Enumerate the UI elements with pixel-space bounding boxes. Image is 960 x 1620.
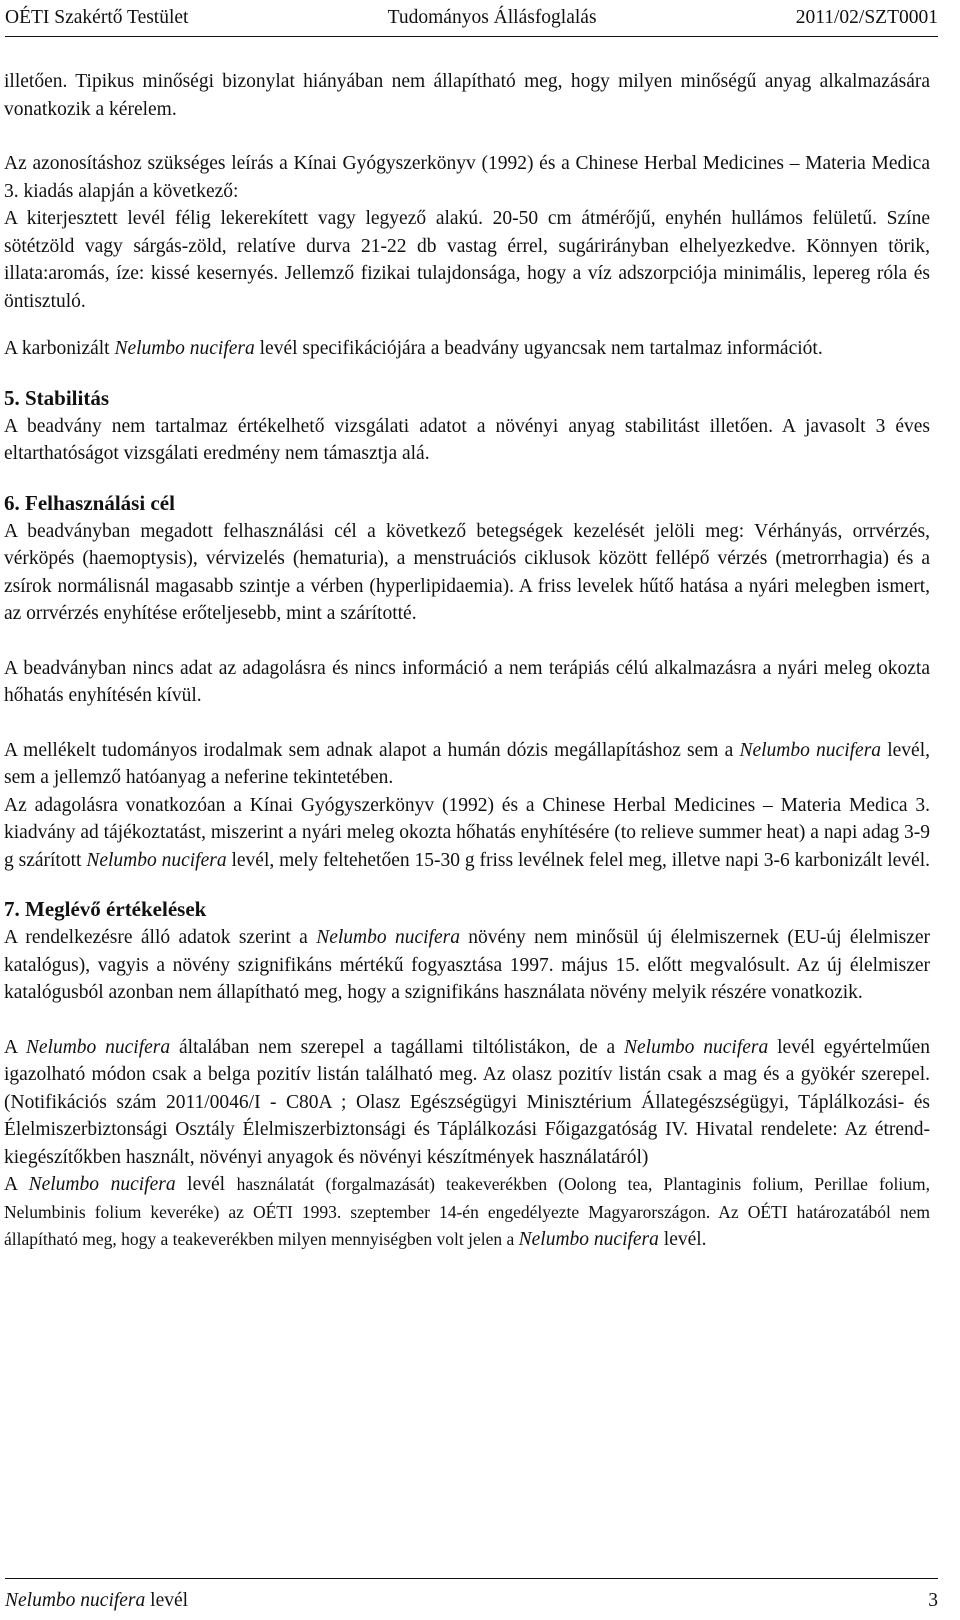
section-5-heading: 5. Stabilitás bbox=[4, 385, 110, 410]
document-body bbox=[4, 68, 930, 1254]
species-name: Nelumbo nucifera bbox=[25, 1036, 171, 1058]
species-name: Nelumbo nucifera bbox=[624, 1036, 769, 1058]
species-name: Nelumbo nucifera bbox=[114, 338, 255, 359]
paragraph-quality: illetően. Tipikus minőségi bizonylat hiányában nem állapítható meg, hogy milyen minőségű anyag alkalmazására vonatkozik a kérelem. bbox=[4, 71, 930, 120]
species-name: Nelumbo nucifera bbox=[316, 927, 460, 948]
paragraph-carbonized-leaf: A karbonizált Nelumbo nucifera levél specifikációjára a beadvány ugyancsak nem tartalmaz információt. bbox=[4, 338, 823, 359]
footer-title: Nelumbo nucifera levél bbox=[5, 1590, 189, 1611]
species-name: Nelumbo nucifera bbox=[739, 739, 882, 761]
paragraph-identification: Az azonosításhoz szükséges leírás a Kínai Gyógyszerkönyv (1992) és a Chinese Herbal Medicines – Materia Medica 3. kiadás alapján a következő: bbox=[4, 153, 930, 202]
section-7-paragraph-1: A rendelkezésre álló adatok szerint a Nelumbo nucifera növény nem minősül új élelmiszernek (EU-új élelmiszer katalógus), vagyis a növény szignifikáns mértékű fogyasztása 1997. május 15. előtt megvalósult. Az új élelmiszer katalógusból azonban nem állapítható meg, hogy a szignifikáns használata növény melyik részére vonatkozik. bbox=[4, 927, 930, 1003]
section-6-paragraph-3: A mellékelt tudományos irodalmak sem adnak alapot a humán dózis megállapításhoz sem a Nelumbo nucifera levél, sem a jellemző hatóanyag a neferine tekintetében. bbox=[4, 739, 930, 788]
page-footer bbox=[5, 1578, 938, 1613]
section-7-heading: 7. Meglévő értékelések bbox=[4, 897, 207, 921]
section-6-paragraph-2: A beadványban nincs adat az adagolásra és nincs információ a nem terápiás célú alkalmazásra a nyári meleg okozta hőhatás enyhítésén kívül. bbox=[4, 657, 930, 706]
section-6-paragraph-1: A beadványban megadott felhasználási cél a következő betegségek kezelését jelöli meg: Vérhányás, orrvérzés, vérköpés (haemoptysis), vérvizelés (hematuria), a menstruációs ciklusok között fellépő vérzés (metrorrhagia) és a zsírok normálisnál magasabb szintje a vérben (hyperlipidaemia). A friss levelek hűtő hatása a nyári melegben ismert, az orrvérzés enyhítése erőteljesebb, mint a szárítotté. bbox=[4, 520, 930, 624]
section-7-paragraph-2: A Nelumbo nucifera általában nem szerepel a tagállami tiltólistákon, de a Nelumbo nucifera levél egyértelműen igazolható módon csak a belga pozitív listán található meg. Az olasz pozitív listán csak a mag és a gyökér szerepel. (Notifikációs szám 2011/0046/I - C80A ; Olasz Egészségügyi Minisztérium Állategészségügyi, Táplálkozási- és Élelmiszerbiztonsági Osztály Élelmiszerbiztonsági és Táplálkozási Főigazgatóság IV. Hivatal rendelete: Az étrend-kiegészítőkben használt, növényi anyagok és növényi készítmények használatáról) bbox=[4, 1036, 930, 1168]
section-6-paragraph-4: Az adagolásra vonatkozóan a Kínai Gyógyszerkönyv (1992) és a Chinese Herbal Medicines – Materia Medica 3. kiadvány ad tájékoztatást, miszerint a nyári meleg okozta hőhatás enyhítésére (to relieve summer heat) a napi adag 3-9 g szárított Nelumbo nucifera levél, mely feltehetően 15-30 g friss levélnek felel meg, illetve napi 3-6 karbonizált levél. bbox=[4, 794, 930, 871]
species-name: Nelumbo nucifera bbox=[28, 1174, 176, 1195]
section-7-paragraph-3: A Nelumbo nucifera levél használatát (forgalmazását) teakeverékben (Oolong tea, Plantaginis folium, Perillae folium, Nelumbinis folium keveréke) az OÉTI 1993. szeptember 14-én engedélyezte Magyarországon. Az OÉTI határozatából nem állapítható meg, hogy a teakeverékben milyen mennyiségben volt jelen a Nelumbo nucifera levél. bbox=[4, 1174, 930, 1250]
header-organization: OÉTI Szakértő Testület bbox=[5, 7, 189, 28]
species-name: Nelumbo nucifera bbox=[518, 1229, 659, 1250]
header-document-number: 2011/02/SZT0001 bbox=[795, 7, 938, 28]
page-number: 3 bbox=[928, 1590, 938, 1611]
section-5-text: A beadvány nem tartalmaz értékelhető vizsgálati adatot a növényi anyag stabilitást illetően. A javasolt 3 éves eltarthatóságot vizsgálati eredmény nem támasztja alá. bbox=[4, 415, 930, 464]
header-document-type: Tudományos Állásfoglalás bbox=[387, 7, 597, 28]
species-name: Nelumbo nucifera bbox=[86, 849, 227, 871]
section-6-heading: 6. Felhasználási cél bbox=[4, 490, 175, 515]
paragraph-leaf-description: A kiterjesztett levél félig lekerekített vagy legyező alakú. 20-50 cm átmérőjű, enyhén hullámos felületű. Színe sötétzöld vagy sárgás-zöld, relatíve durva 21-22 db vastag érrel, sugárirányban elhelyezkedve. Könnyen törik, illata:aromás, íze: kissé kesernyés. Jellemző fizikai tulajdonsága, hogy a víz adszorpciója minimális, lepereg róla és öntisztuló. bbox=[4, 208, 930, 312]
page-header bbox=[5, 6, 938, 37]
